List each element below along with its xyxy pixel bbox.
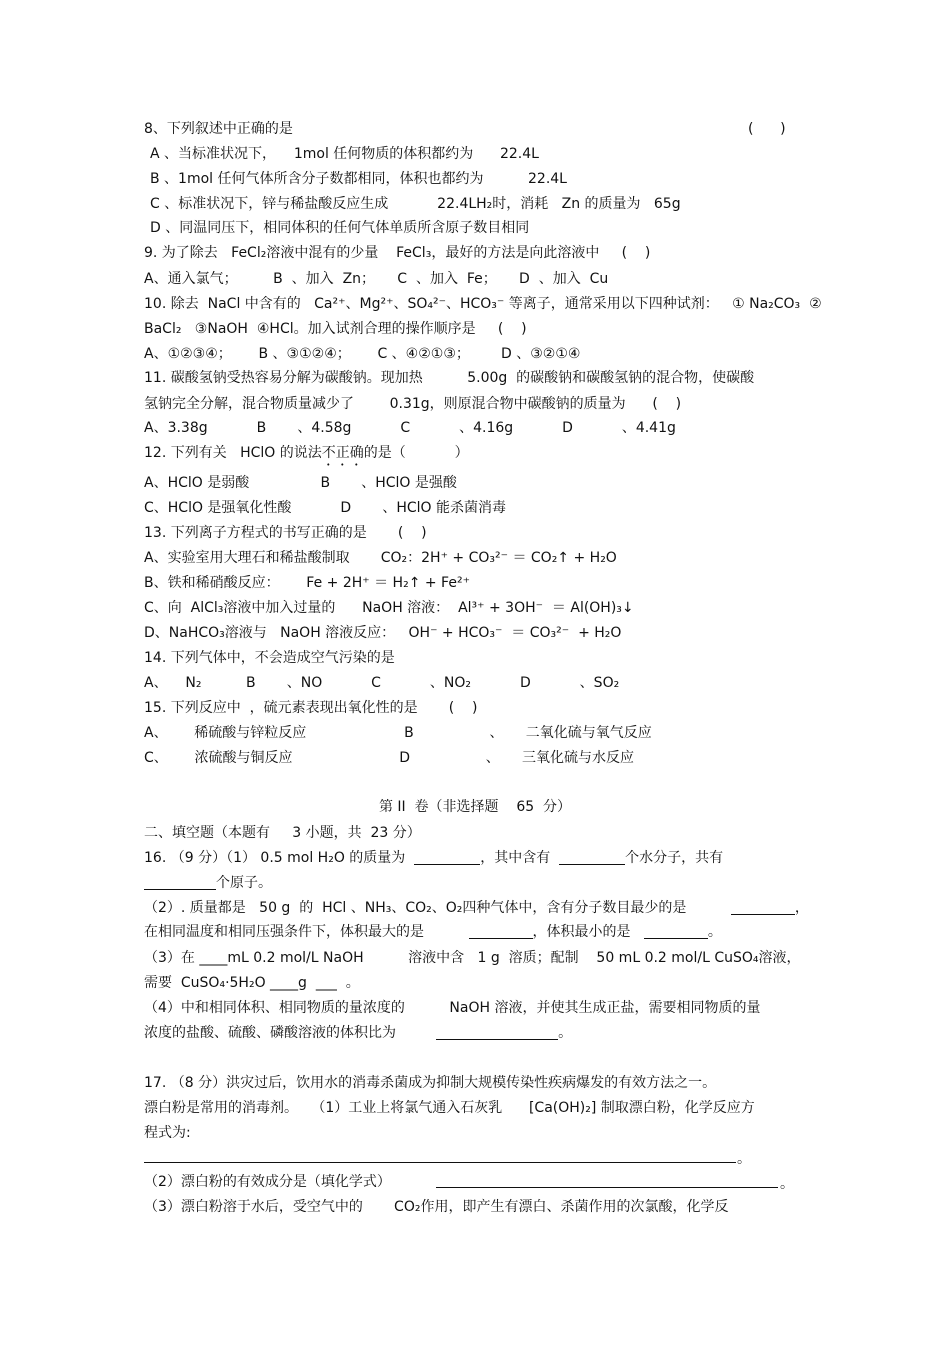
part-2-title: 第 II 卷（非选择题 65 分） (378, 799, 572, 815)
q16-line-5: （3）在 ____mL 0.2 mol/L NaOH 溶液中含 1 g 溶质；配制 50 mL 0.2 mol/L CuSO₄溶液， (144, 950, 801, 966)
q11-line-1: 11. 碳酸氢钠受热容易分解为碳酸钠。现加热 5.00g 的碳酸钠和碳酸氢钠的混合物，使碳酸 (144, 370, 755, 386)
q8-option-d: D 、同温同压下，相同体积的任何气体单质所含原子数目相同 (150, 220, 530, 236)
q9-options: A、通入氯气； B 、加入 Zn； C 、加入 Fe； D 、加入 Cu (144, 271, 609, 287)
q16-smallest-volume-blank[interactable] (644, 924, 708, 939)
q13-option-c: C、向 AlCl₃溶液中加入过量的 NaOH 溶液： Al³⁺ + 3OH⁻ ＝ Al(OH)₃↓ (144, 600, 634, 616)
q16-largest-volume-blank[interactable] (469, 924, 533, 939)
q9-stem: 9. 为了除去 FeCl₂溶液中混有的少量 FeCl₃，最好的方法是向此溶液中 ( ) (144, 245, 651, 261)
q12-emphasis-text: 不正确 (321, 445, 364, 461)
q16-mass-blank[interactable] (414, 850, 480, 865)
q8-option-c: C 、标准状况下，锌与稀盐酸反应生成 22.4LH₂时，消耗 Zn 的质量为 65g (150, 196, 681, 212)
q17-line-2: 漂白粉是常用的消毒剂。 （1）工业上将氯气通入石灰乳 [Ca(OH)₂] 制取漂白粉，化学反应方 (144, 1100, 755, 1116)
q16-line-3 (144, 899, 809, 917)
q16-volume-ratio-blank[interactable] (436, 1025, 558, 1040)
q16-line-4-text-a: 在相同温度和相同压强条件下，体积最大的是 (144, 924, 469, 940)
q16-line-2-text: 个原子。 (216, 875, 272, 891)
q10-line-1: 10. 除去 NaCl 中含有的 Ca²⁺、Mg²⁺、SO₄²⁻、HCO₃⁻ 等离子，通常采用以下四种试剂： ① Na₂CO₃ ② (144, 296, 822, 312)
q8-answer-paren: ( ) (748, 121, 786, 137)
q8-option-b: B 、1mol 任何气体所含分子数都相同，体积也都约为 22.4L (150, 171, 567, 187)
q12-stem-start: 12. 下列有关 HClO 的说法 (144, 445, 322, 461)
q16-line-1 (144, 849, 723, 867)
q11-options: A、3.38g B 、4.58g C 、4.16g D 、4.41g (144, 420, 676, 436)
q16-molecule-count-blank[interactable] (559, 850, 625, 865)
q16-line-2 (144, 874, 272, 892)
q16-fewest-molecules-blank[interactable] (731, 900, 795, 915)
q12-stem (144, 444, 469, 469)
section-fill-in-title: 二、填空题（本题有 3 小题，共 23 分） (144, 825, 421, 841)
q10-options: A、①②③④； B 、③①②④； C 、④②①③； D 、③②①④ (144, 346, 581, 362)
q13-option-d: D、NaHCO₃溶液与 NaOH 溶液反应： OH⁻ + HCO₃⁻ ＝ CO₃²⁻ + H₂O (144, 625, 622, 641)
q16-line-8-text: 浓度的盐酸、硫酸、磷酸溶液的体积比为 (144, 1025, 437, 1041)
q11-line-2: 氢钠完全分解，混合物质量减少了 0.31g，则原混合物中碳酸钠的质量为 ( ) (144, 396, 682, 412)
q12-options-cd: C、HClO 是强氧化性酸 D 、HClO 能杀菌消毒 (144, 500, 506, 516)
q10-line-2: BaCl₂ ③NaOH ④HCl。加入试剂合理的操作顺序是 ( ) (144, 321, 527, 337)
q14-stem: 14. 下列气体中，不会造成空气污染的是 (144, 650, 395, 666)
q17-line-1: 17. （8 分）洪灾过后，饮用水的消毒杀菌成为抑制大规模传染性疾病爆发的有效方法之一。 (144, 1075, 717, 1091)
q17-line-4-end: 。 (737, 1151, 751, 1167)
q17-line-5: （2）漂白粉的有效成分是（填化学式） (144, 1174, 391, 1190)
q16-line-8 (144, 1024, 572, 1042)
q8-option-a: A 、当标准状况下， 1mol 任何物质的体积都约为 22.4L (150, 146, 539, 162)
q14-options: A、 N₂ B 、NO C 、NO₂ D 、SO₂ (144, 675, 620, 691)
q17-line-3: 程式为: (144, 1125, 191, 1141)
q8-stem: 8、下列叙述中正确的是 (144, 121, 293, 137)
q15-options-ab: A、 稀硫酸与锌粒反应 B 、 二氧化硫与氧气反应 (144, 725, 652, 741)
q17-line-5-end: 。 (780, 1176, 794, 1192)
q17-active-ingredient-blank[interactable] (436, 1187, 778, 1188)
q16-line-3-end: ， (794, 900, 809, 916)
q13-option-b: B、铁和稀硝酸反应： Fe + 2H⁺ ＝ H₂↑ + Fe²⁺ (144, 575, 470, 591)
q17-line-6: （3）漂白粉溶于水后，受空气中的 CO₂作用，即产生有漂白、杀菌作用的次氯酸，化学反 (144, 1199, 729, 1215)
q13-stem: 13. 下列离子方程式的书写正确的是 ( ) (144, 525, 427, 541)
q16-line-1-text-a: 16. （9 分）（1） 0.5 mol H₂O 的质量为 (144, 850, 415, 866)
q16-line-7: （4）中和相同体积、相同物质的量浓度的 NaOH 溶液，并使其生成正盐，需要相同物质的量 (144, 1000, 761, 1016)
q15-stem: 15. 下列反应中 ，硫元素表现出氧化性的是 ( ) (144, 700, 478, 716)
q12-options-ab: A、HClO 是弱酸 B 、HClO 是强酸 (144, 475, 457, 491)
q16-atom-count-blank[interactable] (144, 875, 216, 890)
q16-line-3-text: （2）. 质量都是 50 g 的 HCl 、NH₃、CO₂、O₂四种气体中，含有分子数目最少的是 (144, 900, 731, 916)
q16-line-4-end: 。 (707, 924, 722, 940)
q15-options-cd: C、 浓硫酸与铜反应 D 、 三氧化硫与水反应 (144, 750, 634, 766)
q12-stem-end: 的是（ ） (363, 445, 469, 461)
q16-line-6: 需要 CuSO₄·5H₂O ____g ___ 。 (144, 975, 360, 991)
q17-equation-blank[interactable] (144, 1162, 736, 1163)
q13-option-a: A、实验室用大理石和稀盐酸制取 CO₂：2H⁺ + CO₃²⁻ ＝ CO₂↑ + H₂O (144, 550, 617, 566)
q16-line-1-text-b: ，其中含有 (480, 850, 560, 866)
q16-line-8-end: 。 (558, 1025, 573, 1041)
q16-line-4-text-b: ，体积最小的是 (532, 924, 644, 940)
q16-line-4 (144, 923, 722, 941)
q16-line-1-text-c: 个水分子，共有 (625, 850, 724, 866)
